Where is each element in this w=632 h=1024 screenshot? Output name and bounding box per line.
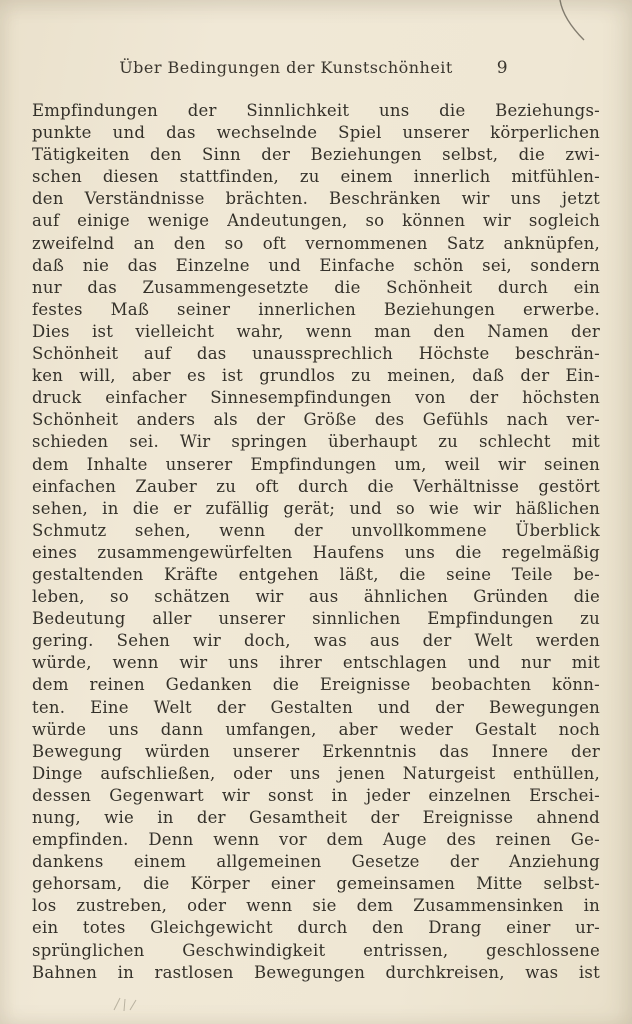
page-number: 9 — [496, 58, 508, 78]
text-line: gehorsam, die Körper einer gemeinsamen Mitte selbst- — [32, 874, 600, 894]
text-line: daß nie das Einzelne und Einfache schön sei, sondern — [32, 255, 600, 275]
text-line: ten. Eine Welt der Gestalten und der Bewegungen — [32, 697, 600, 717]
text-line: nur das Zusammengesetzte die Schönheit durch ein — [32, 277, 600, 297]
text-line: würde, wenn wir uns ihrer entschlagen und nur mit — [32, 653, 600, 673]
stray-bottom-mark-icon — [112, 996, 138, 1012]
text-line: gestaltenden Kräfte entgehen läßt, die seine Teile be- — [32, 564, 600, 584]
running-title: Über Bedingungen der Kunstschönheit — [119, 58, 453, 77]
text-line: punkte und das wechselnde Spiel unserer körperlichen — [32, 123, 600, 143]
page-body-text — [32, 100, 600, 984]
text-line: ein totes Gleichgewicht durch den Drang einer ur- — [32, 918, 600, 938]
text-line: schieden sei. Wir springen überhaupt zu schlecht mit — [32, 432, 600, 452]
text-line: würde uns dann umfangen, aber weder Gestalt noch — [32, 719, 600, 739]
text-line: sehen, in die er zufällig gerät; und so wie wir häßlichen — [32, 498, 600, 518]
text-line: Tätigkeiten den Sinn der Beziehungen selbst, die zwi- — [32, 145, 600, 165]
stray-pen-mark-icon — [554, 0, 588, 42]
text-line: einfachen Zauber zu oft durch die Verhältnisse gestört — [32, 476, 600, 496]
text-line: nung, wie in der Gesamtheit der Ereignisse ahnend — [32, 808, 600, 827]
text-line: dem reinen Gedanken die Ereignisse beobachten könn- — [32, 675, 600, 695]
text-line: druck einfacher Sinnesempfindungen von der höchsten — [32, 388, 600, 408]
text-line: dankens einem allgemeinen Gesetze der Anziehung — [32, 852, 600, 872]
text-line: auf einige wenige Andeutungen, so können wir sogleich — [32, 211, 600, 231]
text-line: Bedeutung aller unserer sinnlichen Empfindungen zu — [32, 609, 600, 629]
text-line: Dies ist vielleicht wahr, wenn man den Namen der — [32, 321, 600, 341]
text-line: sprünglichen Geschwindigkeit entrissen, geschlossene — [32, 940, 600, 960]
text-line: Dinge aufschließen, oder uns jenen Naturgeist enthüllen, — [32, 763, 600, 783]
text-line: leben, so schätzen wir aus ähnlichen Gründen die — [32, 587, 600, 607]
text-line: ken will, aber es ist grundlos zu meinen, daß der Ein- — [32, 366, 600, 386]
text-line: eines zusammengewürfelten Haufens uns die regelmäßig — [32, 542, 600, 562]
text-line: den Verständnisse brächten. Beschränken wir uns jetzt — [32, 189, 600, 209]
text-line: gering. Sehen wir doch, was aus der Welt werden — [32, 631, 600, 651]
page-header — [32, 58, 600, 82]
text-line: dessen Gegenwart wir sonst in jeder einzelnen Erschei- — [32, 785, 600, 805]
text-line: Bewegung würden unserer Erkenntnis das Innere der — [32, 741, 600, 761]
text-line: Schönheit anders als der Größe des Gefühls nach ver- — [32, 410, 600, 430]
text-line: festes Maß seiner innerlichen Beziehungen erwerbe. — [32, 299, 600, 319]
text-line: Empfindungen der Sinnlichkeit uns die Beziehungs- — [32, 101, 600, 120]
text-line: zweifelnd an den so oft vernommenen Satz anknüpfen, — [32, 233, 600, 253]
text-line: Schmutz sehen, wenn der unvollkommene Überblick — [32, 520, 600, 540]
text-line: Bahnen in rastlosen Bewegungen durchkreisen, was ist — [32, 962, 600, 982]
text-line: empfinden. Denn wenn vor dem Auge des reinen Ge- — [32, 830, 600, 850]
text-line: dem Inhalte unserer Empfindungen um, weil wir seinen — [32, 454, 600, 474]
text-line: schen diesen stattfinden, zu einem innerlich mitfühlen- — [32, 167, 600, 187]
text-line: Schönheit auf das unaussprechlich Höchste beschrän- — [32, 344, 600, 364]
text-line: los zustreben, oder wenn sie dem Zusammensinken in — [32, 896, 600, 916]
